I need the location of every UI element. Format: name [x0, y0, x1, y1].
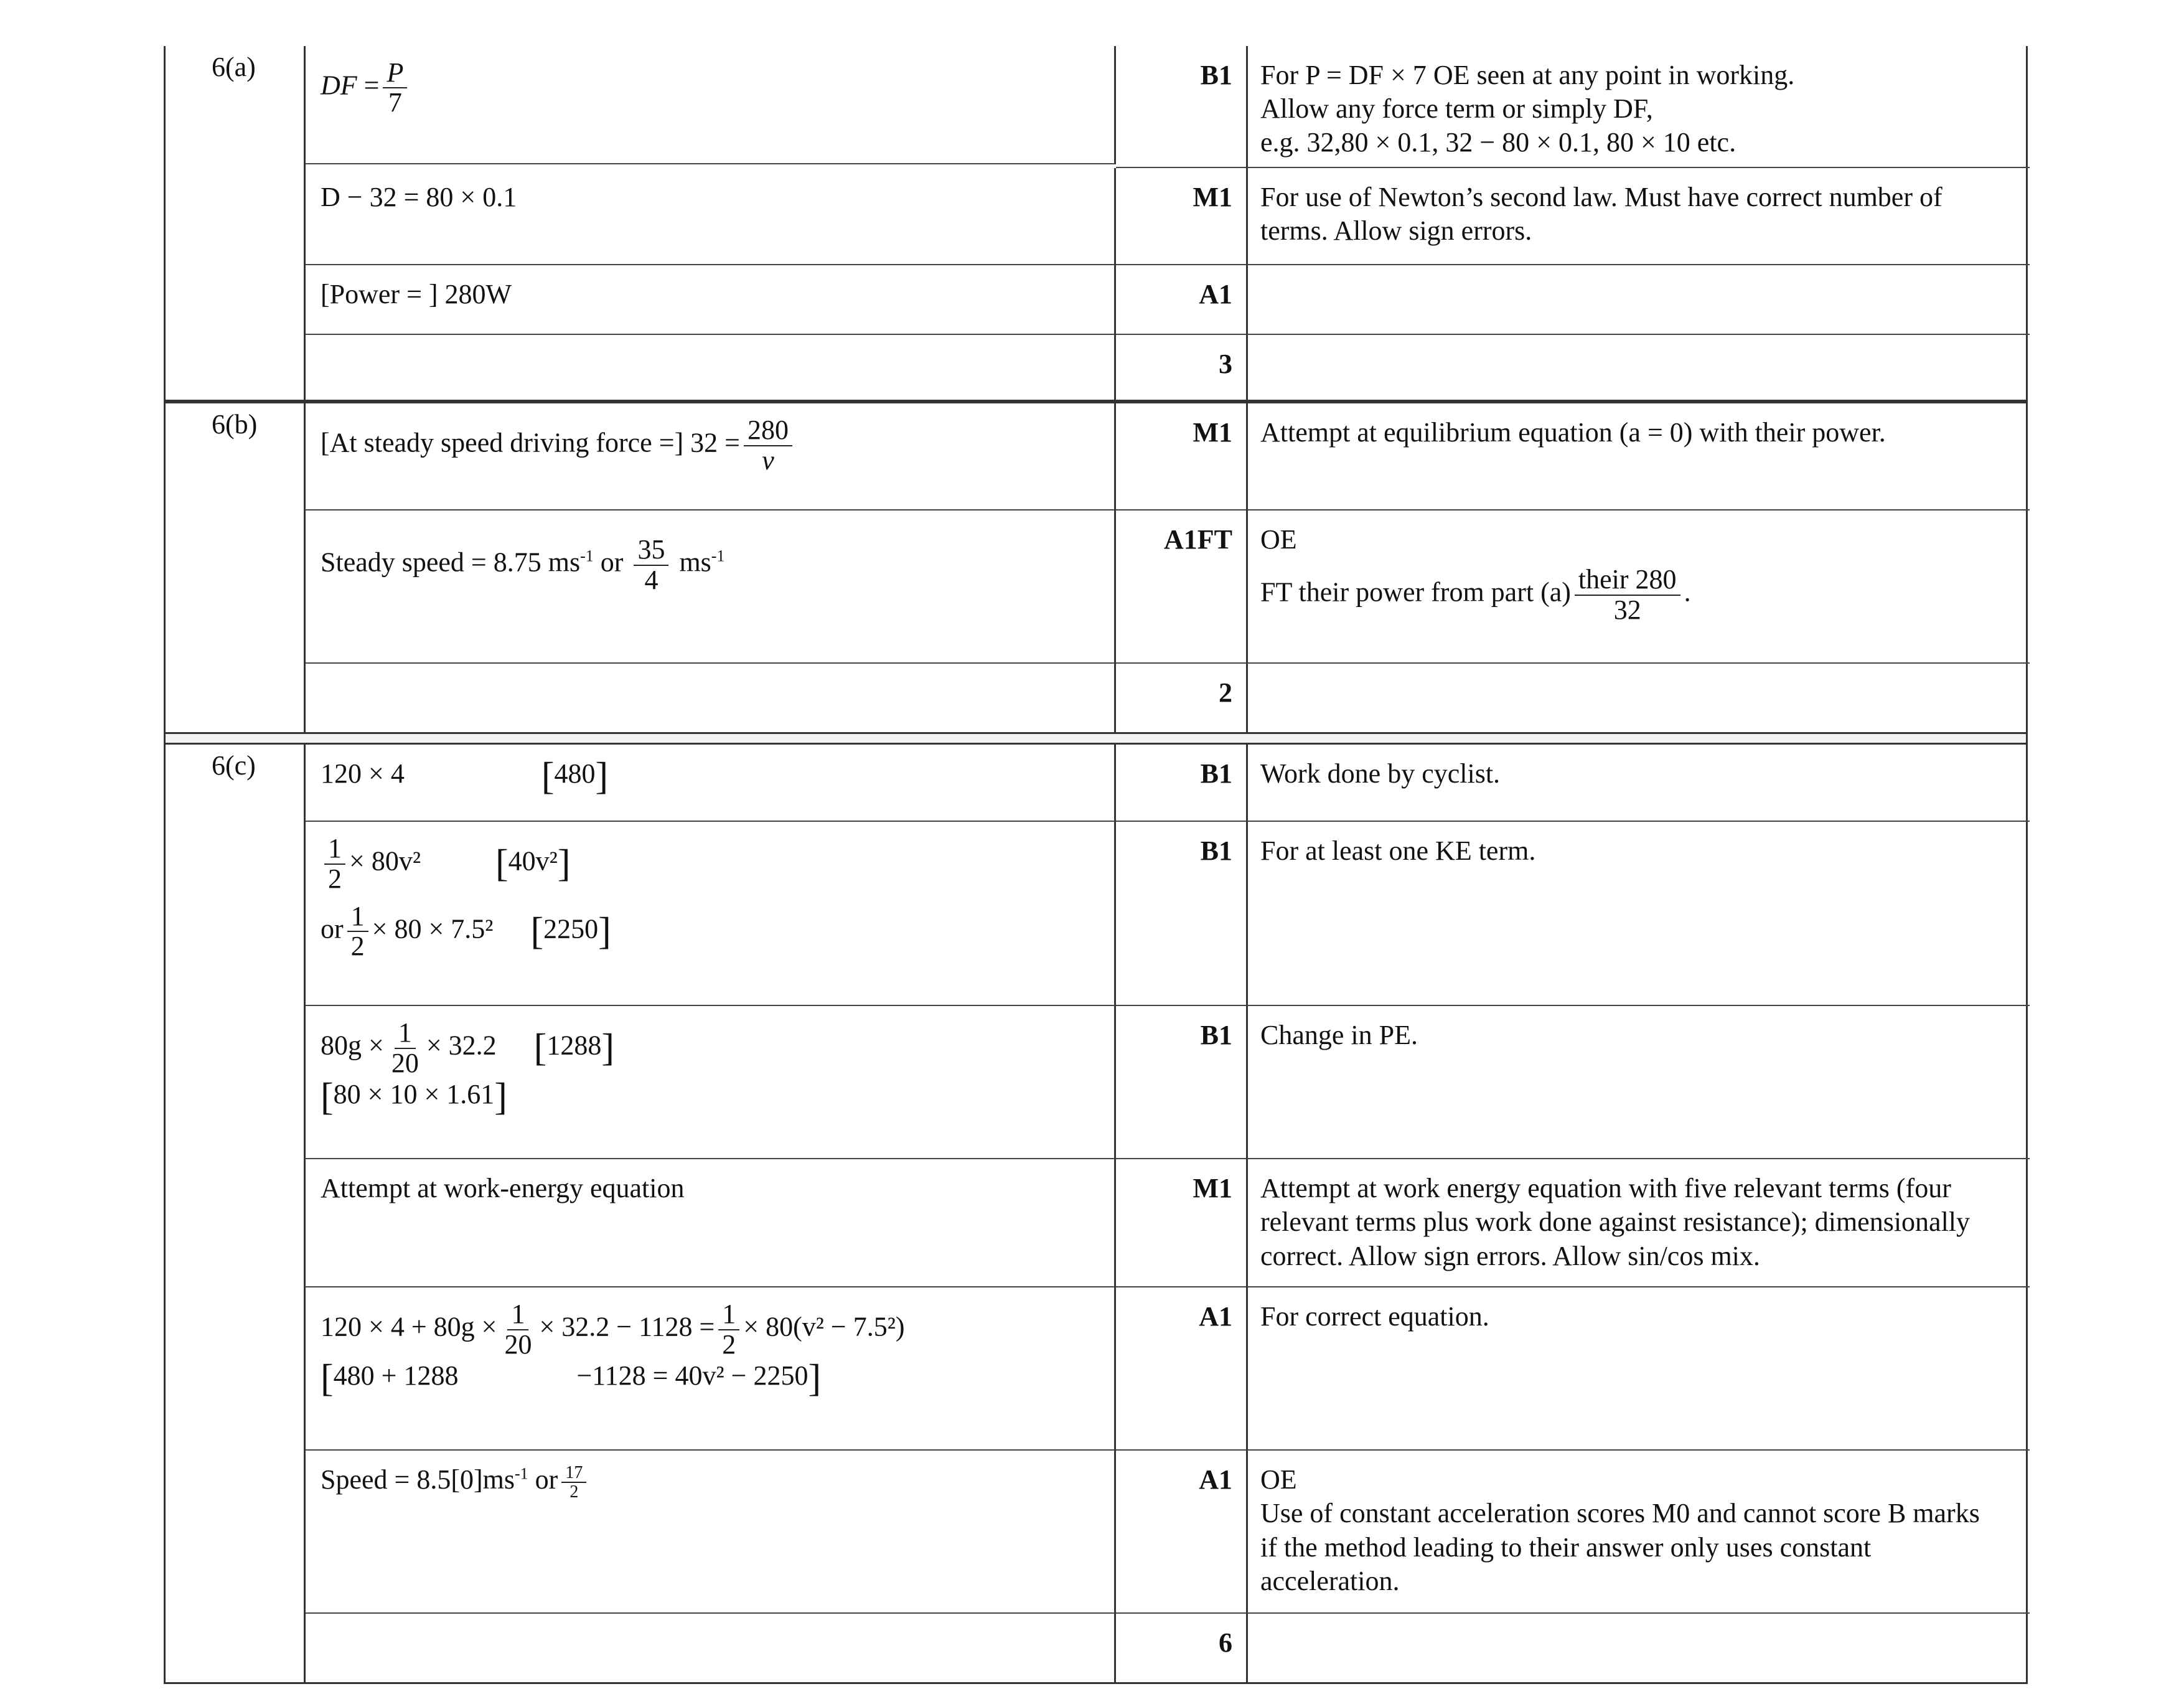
guidance-cell: [1248, 335, 2030, 400]
answer-cell: [306, 335, 1116, 400]
question-number: 6(a): [166, 46, 306, 400]
guidance-cell: [1248, 1614, 2030, 1682]
guidance-cell: [1248, 265, 2030, 335]
guidance-cell: Attempt at work energy equation with five relevant terms (four relevant terms plus work done against resistance); dimensionally correct. Allow sign errors. Allow sin/cos mix.: [1248, 1159, 2030, 1287]
mark-cell: A1FT: [1116, 511, 1248, 664]
guidance-cell: Attempt at equilibrium equation (a = 0) with their power.: [1248, 403, 2030, 511]
mark-cell: M1: [1116, 403, 1248, 511]
guidance-cell: OE FT their power from part (a) $\frac{\text{their 280}}{32}$ .: [1248, 511, 2030, 664]
guidance-cell: For correct equation.: [1248, 1287, 2030, 1451]
marks-total: 3: [1116, 335, 1248, 400]
answer-cell: $\frac{1}{2}$ × 80v² [40v²] or $\frac{1}{2}$ × 80 × 7.5² [2250]: [306, 822, 1116, 1006]
section-6c: [164, 745, 2028, 1684]
marks-total: 2: [1116, 664, 1248, 732]
answer-cell: DF = $\frac{P}{7}$: [306, 46, 1116, 164]
answer-cell: D − 32 = 80 × 0.1: [306, 168, 1116, 265]
answer-cell: [At steady speed driving force =] 32 = $\frac{280}{v}$: [306, 403, 1116, 511]
answer-cell: Attempt at work-energy equation: [306, 1159, 1116, 1287]
answer-cell: 120 × 4 [480]: [306, 745, 1116, 822]
mark-cell: A1: [1116, 1287, 1248, 1451]
guidance-cell: Work done by cyclist.: [1248, 745, 2030, 822]
answer-cell: [306, 664, 1116, 732]
section-divider: [164, 734, 2028, 745]
mark-cell: M1: [1116, 1159, 1248, 1287]
guidance-cell: Change in PE.: [1248, 1006, 2030, 1159]
mark-scheme-table: [164, 46, 2028, 1684]
guidance-cell: For use of Newton’s second law. Must have correct number of terms. Allow sign errors.: [1248, 168, 2030, 265]
guidance-cell: [1248, 664, 2030, 732]
answer-cell: [306, 1614, 1116, 1682]
guidance-cell: OE Use of constant acceleration scores M0 and cannot score B marks if the method leading to their answer only uses constant acceleration.: [1248, 1451, 2030, 1614]
mark-cell: M1: [1116, 168, 1248, 265]
answer-cell: 120 × 4 + 80g × $\frac{1}{20}$ × 32.2 − 1128 = $\frac{1}{2}$ × 80(v² − 7.5²) [480 + 1288 −1128 = 40v² − 2250]: [306, 1287, 1116, 1451]
answer-cell: Steady speed = 8.75 $ms^{-1}$ or $\frac{35}{4}$ $ms^{-1}$: [306, 511, 1116, 664]
mark-cell: A1: [1116, 265, 1248, 335]
mark-cell: B1: [1116, 1006, 1248, 1159]
mark-cell: B1: [1116, 46, 1248, 168]
question-number: 6(c): [166, 745, 306, 1682]
answer-cell: [Power = ] 280W: [306, 265, 1116, 335]
answer-cell: Speed = $8.5[0]ms^{-1}$ or $\frac{17}{2}$: [306, 1451, 1116, 1614]
section-6a: [164, 46, 2028, 402]
guidance-cell: For at least one KE term.: [1248, 822, 2030, 1006]
section-6b: [164, 402, 2028, 734]
mark-cell: B1: [1116, 822, 1248, 1006]
question-number: 6(b): [166, 403, 306, 732]
answer-cell: 80g × $\frac{1}{20}$ × 32.2 [1288] [80 × 10 × 1.61]: [306, 1006, 1116, 1159]
mark-cell: A1: [1116, 1451, 1248, 1614]
mark-cell: B1: [1116, 745, 1248, 822]
guidance-cell: For P = DF × 7 OE seen at any point in working. Allow any force term or simply DF, e.g. 32,80 × 0.1, 32 − 80 × 0.1, 80 × 10 etc.: [1248, 46, 2030, 168]
marks-total: 6: [1116, 1614, 1248, 1682]
